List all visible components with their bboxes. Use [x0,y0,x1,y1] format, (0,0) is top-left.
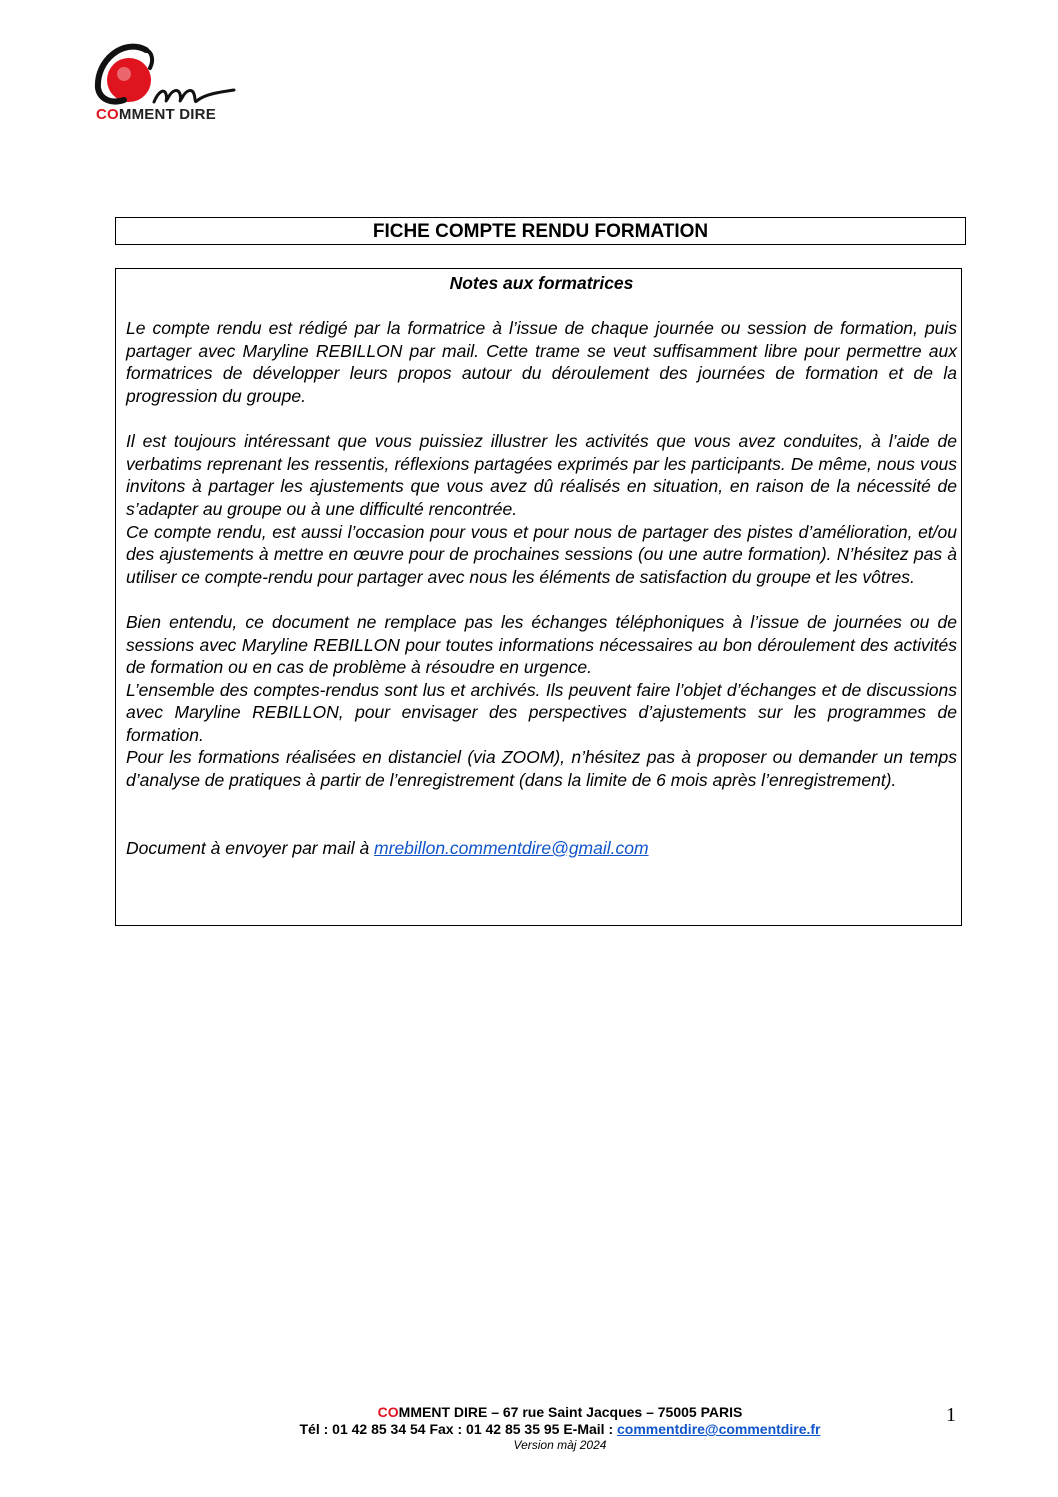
notes-panel [115,268,962,926]
notes-paragraph: Ce compte rendu, est aussi l’occasion pour vous et pour nous de partager des pistes d’amélioration, et/ou des ajustements à mettre en œuvre pour de prochaines sessions (ou une autre formation). N’hésitez pas à utiliser ce compte-rendu pour partager avec nous les éléments de satisfaction du groupe et les vôtres. [126,521,957,587]
notes-paragraph: Pour les formations réalisées en distanciel (via ZOOM), n’hésitez pas à proposer ou demander un temps d’analyse de pratiques à partir de l’enregistrement (dans la limite de 6 mois après l’enregistrement). [126,747,957,791]
logo-wordmark: COMMENT DIRE [96,106,216,123]
send-email-link[interactable]: mrebillon.commentdire@gmail.com [374,837,649,858]
send-instruction: Document à envoyer par mail à mrebillon.commentdire@gmail.com [126,837,649,858]
page-number: 1 [946,1404,956,1426]
company-logo [94,42,239,128]
notes-paragraph: Le compte rendu est rédigé par la formatrice à l’issue de chaque journée ou session de formation, puis partager avec Maryline REBILLON par mail. Cette trame se veut suffisamment libre pour permettre aux formatrices de développer leurs propos autour du déroulement des journées de formation et de la progression du groupe. [126,318,957,406]
page-title: FICHE COMPTE RENDU FORMATION [115,217,966,245]
notes-paragraph: Bien entendu, ce document ne remplace pas les échanges téléphoniques à l’issue de journées ou de sessions avec Maryline REBILLON pour toutes informations nécessaires au bon déroulement des activités de formation ou en cas de problème à résoudre en urgence. [126,611,957,678]
footer-contact: Tél : 01 42 85 34 54 Fax : 01 42 85 35 95 E-Mail : commentdire@commentdire.fr [299,1421,821,1437]
footer-version: Version màj 2024 [513,1438,607,1452]
page-footer [200,1404,920,1453]
footer-address: COMMENT DIRE – 67 rue Saint Jacques – 75005 PARIS [377,1404,743,1420]
notes-paragraph: L’ensemble des comptes-rendus sont lus et archivés. Ils peuvent faire l’objet d’échanges et de discussions avec Maryline REBILLON, pour envisager des perspectives d’ajustements sur les programmes de formation. [126,679,957,745]
footer-email-link[interactable]: commentdire@commentdire.fr [617,1421,821,1437]
logo-mark-icon [94,42,239,112]
notes-heading: Notes aux formatrices [449,273,634,293]
notes-paragraph: Il est toujours intéressant que vous puissiez illustrer les activités que vous avez conduites, à l’aide de verbatims reprenant les ressentis, réflexions partagées exprimés par les participants. De même, nous vous invitons à partager les ajustements que vous avez dû réalisés en situation, en raison de la nécessité de s’adapter au groupe ou à une difficulté rencontrée. [126,431,957,519]
